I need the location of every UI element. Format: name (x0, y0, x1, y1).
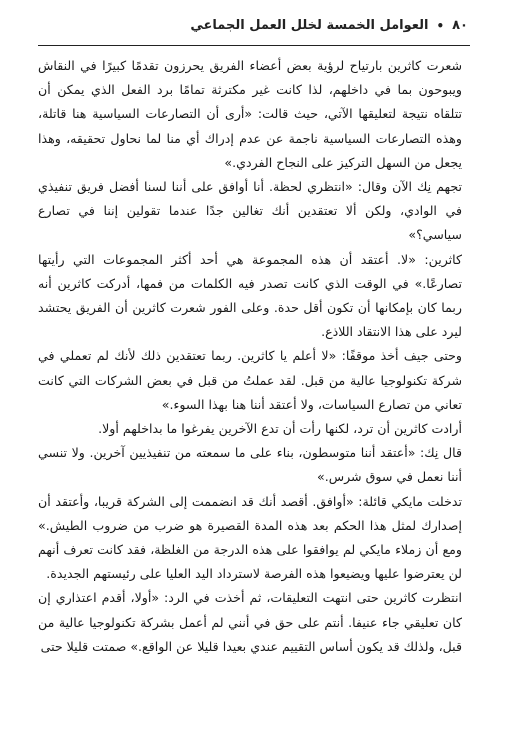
paragraph: انتظرت كاثرين حتى انتهت التعليقات، ثم أخذت في الرد: «أولا، أقدم اعتذاري إن كان تعليقي جاء عنيفا. أنتم على حق في أنني لم أعمل بشركة تكنولوجيا عالية من قبل، ولذلك قد يكون أساس التقييم عندي بعيدا قليلا عن الواقع.» صمتت قليلا حتى (38, 590, 462, 654)
paragraph: شعرت كاثرين بارتياح لرؤية بعض أعضاء الفريق يحرزون تقدمًا كبيرًا في النقاش ويبوحون بما في داخلهم، لذا كانت غير مكترثة تمامًا برد الفعل الذي يمكن أن تتلقاه نتيجة لتعليقها الآتي، حيث قالت: «أرى أن التصارعات السياسية هنا قاتلة، وهذه التصارعات السياسية ناجمة عن عدم إدراك أي منا لما نحاول تحقيقه، وهذا يجعل من السهل التركيز على النجاح الفردي.» (38, 58, 462, 170)
header-divider (38, 45, 470, 46)
paragraph: وحتى جيف أخذ موقفًا: «لا أعلم يا كاثرين. ربما تعتقدين ذلك لأنك لم تعملي في شركة تكنولوجيا عالية من قبل. لقد عملتُ من قبل في بعض الشركات التي كانت تعاني من تصارع السياسات، ولا أعتقد أننا هنا بهذا السوء.» (38, 348, 462, 412)
paragraph: تدخلت مايكي قائلة: «أوافق. أقصد أنك قد انضممت إلى الشركة قريبا، وأعتقد أن إصدارك لمثل هذا الحكم بعد هذه المدة القصيرة هو ضرب من ضروب الطيش.» ومع أن زملاء مايكي لم يوافقوا على هذه الدرجة من الغلظة، فقد كانت تعرف أنهم لن يعترضوا عليها ويضيعوا هذه الفرصة لاسترداد اليد العليا على رئيستهم الجديدة. (38, 493, 462, 582)
page-number: ٨٠ (452, 18, 468, 33)
body-text (38, 54, 462, 659)
chapter-title: العوامل الخمسة لخلل العمل الجماعي (190, 18, 429, 33)
paragraph: أرادت كاثرين أن ترد، لكنها رأت أن تدع الآخرين يفرغوا ما بداخلهم أولا. (98, 421, 462, 437)
paragraph: قال نِك: «أعتقد أننا متوسطون، بناء على ما سمعته من تنفيذيين آخرين. ولا تنسي أننا نعمل في سوق شرس.» (38, 445, 462, 485)
paragraph: كاثرين: «لا. أعتقد أن هذه المجموعة هي أحد أكثر المجموعات التي رأيتها تصارعًا.» في الوقت الذي كانت تصدر فيه الكلمات من فمها، أدركت كاثرين أنه ربما كان بإمكانها أن تكون أقل حدة. وعلى الفور شعرت كاثرين أن الفريق يحتشد ليرد على هذا الانتقاد اللاذع. (38, 251, 462, 340)
header-bullet: • (436, 18, 445, 33)
paragraph: تجهم نِك الآن وقال: «انتظري لحظة. أنا أوافق على أننا لسنا أفضل فريق تنفيذي في الوادي، ولكن ألا تعتقدين أنك تغالين جدًا عندما تقولين إننا في تصارع سياسي؟» (38, 179, 462, 243)
running-header (38, 18, 468, 33)
